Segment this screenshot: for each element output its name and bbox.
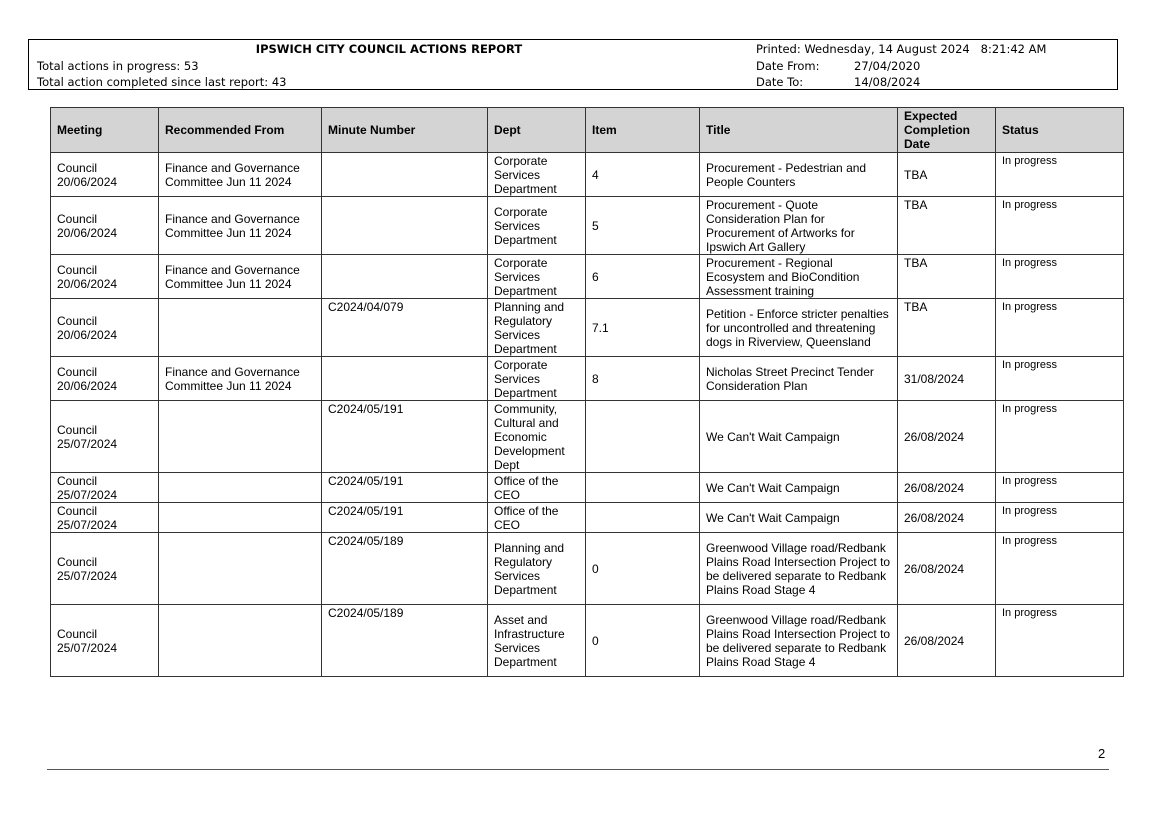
column-header-item: Item — [586, 108, 700, 153]
cell-status: In progress — [996, 533, 1124, 605]
date-from-value: 27/04/2020 — [854, 59, 921, 73]
cell-item: 7.1 — [586, 299, 700, 357]
cell-dept: Planning and Regulatory Services Department — [488, 299, 586, 357]
cell-title: We Can't Wait Campaign — [700, 401, 898, 473]
cell-dept: Corporate Services Department — [488, 255, 586, 299]
report-header — [28, 39, 1118, 90]
cell-recommended-from: Finance and Governance Committee Jun 11 2024 — [159, 357, 322, 401]
cell-status: In progress — [996, 197, 1124, 255]
cell-expected-date: TBA — [898, 299, 996, 357]
cell-recommended-from — [159, 533, 322, 605]
date-to-label: Date To: — [756, 75, 804, 89]
column-header-dept: Dept — [488, 108, 586, 153]
cell-expected-date: TBA — [898, 197, 996, 255]
cell-status: In progress — [996, 357, 1124, 401]
cell-minute-number — [322, 255, 488, 299]
cell-item: 0 — [586, 605, 700, 677]
cell-title: Greenwood Village road/Redbank Plains Road Intersection Project to be delivered separate to Redbank Plains Road Stage 4 — [700, 605, 898, 677]
cell-dept: Corporate Services Department — [488, 357, 586, 401]
cell-status: In progress — [996, 503, 1124, 533]
cell-meeting: Council 25/07/2024 — [51, 401, 159, 473]
cell-expected-date: 26/08/2024 — [898, 605, 996, 677]
cell-dept: Office of the CEO — [488, 473, 586, 503]
column-header-meeting: Meeting — [51, 108, 159, 153]
cell-expected-date: 26/08/2024 — [898, 473, 996, 503]
total-completed: Total action completed since last report: 43 — [37, 75, 287, 89]
cell-expected-date: 26/08/2024 — [898, 503, 996, 533]
cell-minute-number: C2024/05/191 — [322, 473, 488, 503]
cell-expected-date: 26/08/2024 — [898, 401, 996, 473]
column-header-status: Status — [996, 108, 1124, 153]
cell-title: Procurement - Regional Ecosystem and BioCondition Assessment training — [700, 255, 898, 299]
cell-status: In progress — [996, 401, 1124, 473]
table-row — [51, 299, 1124, 357]
cell-expected-date: TBA — [898, 153, 996, 197]
cell-recommended-from — [159, 605, 322, 677]
cell-dept: Planning and Regulatory Services Department — [488, 533, 586, 605]
table-row — [51, 357, 1124, 401]
table-row — [51, 533, 1124, 605]
cell-meeting: Council 20/06/2024 — [51, 153, 159, 197]
cell-dept: Asset and Infrastructure Services Department — [488, 605, 586, 677]
cell-minute-number — [322, 153, 488, 197]
cell-title: We Can't Wait Campaign — [700, 503, 898, 533]
cell-item: 6 — [586, 255, 700, 299]
cell-dept: Corporate Services Department — [488, 197, 586, 255]
cell-minute-number: C2024/05/189 — [322, 533, 488, 605]
cell-minute-number: C2024/05/191 — [322, 401, 488, 473]
cell-title: Greenwood Village road/Redbank Plains Road Intersection Project to be delivered separate to Redbank Plains Road Stage 4 — [700, 533, 898, 605]
cell-item — [586, 473, 700, 503]
column-header-recommended-from: Recommended From — [159, 108, 322, 153]
cell-minute-number: C2024/05/189 — [322, 605, 488, 677]
actions-table — [50, 107, 1124, 677]
cell-minute-number — [322, 197, 488, 255]
table-row — [51, 401, 1124, 473]
table-row — [51, 153, 1124, 197]
cell-title: Procurement - Quote Consideration Plan for Procurement of Artworks for Ipswich Art Gallery — [700, 197, 898, 255]
cell-title: Procurement - Pedestrian and People Counters — [700, 153, 898, 197]
cell-recommended-from — [159, 473, 322, 503]
cell-meeting: Council 20/06/2024 — [51, 255, 159, 299]
table-row — [51, 255, 1124, 299]
cell-status: In progress — [996, 255, 1124, 299]
cell-item: 0 — [586, 533, 700, 605]
cell-item — [586, 401, 700, 473]
cell-minute-number: C2024/05/191 — [322, 503, 488, 533]
date-from-label: Date From: — [756, 59, 820, 73]
cell-item: 8 — [586, 357, 700, 401]
cell-status: In progress — [996, 299, 1124, 357]
cell-recommended-from: Finance and Governance Committee Jun 11 2024 — [159, 255, 322, 299]
cell-meeting: Council 20/06/2024 — [51, 299, 159, 357]
footer-divider — [47, 769, 1109, 770]
column-header-expected-completion-date: Expected Completion Date — [898, 108, 996, 153]
cell-meeting: Council 25/07/2024 — [51, 473, 159, 503]
report-title: IPSWICH CITY COUNCIL ACTIONS REPORT — [255, 42, 523, 56]
cell-title: Petition - Enforce stricter penalties for uncontrolled and threatening dogs in Riverview, Queensland — [700, 299, 898, 357]
date-to-value: 14/08/2024 — [854, 75, 921, 89]
cell-item — [586, 503, 700, 533]
table-row — [51, 473, 1124, 503]
column-header-minute-number: Minute Number — [322, 108, 488, 153]
cell-expected-date: TBA — [898, 255, 996, 299]
cell-title: We Can't Wait Campaign — [700, 473, 898, 503]
cell-minute-number: C2024/04/079 — [322, 299, 488, 357]
table-header-row — [51, 108, 1124, 153]
cell-dept: Community, Cultural and Economic Development Dept — [488, 401, 586, 473]
cell-recommended-from — [159, 503, 322, 533]
cell-recommended-from — [159, 299, 322, 357]
column-header-title: Title — [700, 108, 898, 153]
cell-status: In progress — [996, 605, 1124, 677]
cell-status: In progress — [996, 153, 1124, 197]
cell-meeting: Council 25/07/2024 — [51, 503, 159, 533]
table-row — [51, 197, 1124, 255]
cell-recommended-from: Finance and Governance Committee Jun 11 2024 — [159, 197, 322, 255]
cell-meeting: Council 25/07/2024 — [51, 605, 159, 677]
cell-expected-date: 31/08/2024 — [898, 357, 996, 401]
table-row — [51, 503, 1124, 533]
total-in-progress: Total actions in progress: 53 — [37, 59, 199, 73]
cell-recommended-from: Finance and Governance Committee Jun 11 2024 — [159, 153, 322, 197]
cell-recommended-from — [159, 401, 322, 473]
cell-dept: Office of the CEO — [488, 503, 586, 533]
cell-dept: Corporate Services Department — [488, 153, 586, 197]
cell-item: 5 — [586, 197, 700, 255]
cell-expected-date: 26/08/2024 — [898, 533, 996, 605]
cell-title: Nicholas Street Precinct Tender Consideration Plan — [700, 357, 898, 401]
cell-meeting: Council 20/06/2024 — [51, 357, 159, 401]
page-number: 2 — [1098, 746, 1106, 761]
cell-meeting: Council 20/06/2024 — [51, 197, 159, 255]
cell-item: 4 — [586, 153, 700, 197]
cell-minute-number — [322, 357, 488, 401]
cell-meeting: Council 25/07/2024 — [51, 533, 159, 605]
printed-timestamp: Printed: Wednesday, 14 August 2024 8:21:42 AM — [756, 42, 1047, 56]
table-row — [51, 605, 1124, 677]
cell-status: In progress — [996, 473, 1124, 503]
